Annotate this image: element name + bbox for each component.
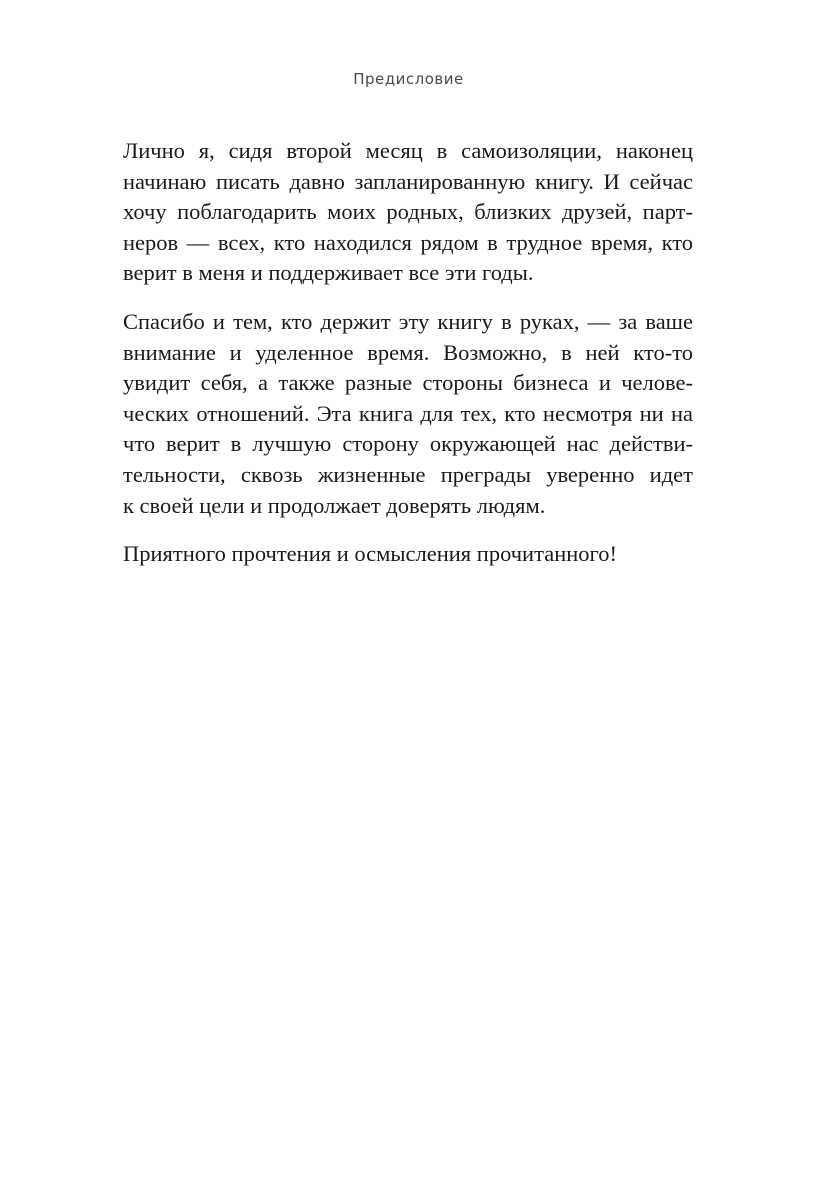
text-line: к своей цели и продолжает доверять людям. <box>123 492 546 518</box>
text-line: начинаю писать давно запланированную книгу. И сейчас <box>123 168 693 194</box>
text-line: хочу поблагодарить моих родных, близких друзей, парт- <box>123 199 693 225</box>
text-line: верит в меня и поддерживает все эти годы. <box>123 260 534 286</box>
text-line: что верит в лучшую сторону окружающей нас действи- <box>123 431 693 457</box>
text-line: неров — всех, кто находился рядом в трудное время, кто <box>123 229 693 255</box>
text-line: внимание и уделенное время. Возможно, в ней кто-то <box>123 339 693 365</box>
text-line: тельности, сквозь жизненные преграды уверенно идет <box>123 461 693 487</box>
paragraph-2 <box>123 307 693 521</box>
text-line: Лично я, сидя второй месяц в самоизоляции, наконец <box>123 138 693 163</box>
paragraph-1 <box>123 136 693 289</box>
paragraph-3 <box>123 539 693 570</box>
body-text <box>123 136 693 588</box>
text-line: ческих отношений. Эта книга для тех, кто несмотря ни на <box>123 400 693 426</box>
running-header: Предисловие <box>353 70 464 88</box>
text-line: Приятного прочтения и осмысления прочитанного! <box>123 541 617 567</box>
text-line: Спасибо и тем, кто держит эту книгу в руках, — за ваше <box>123 308 693 334</box>
text-line: увидит себя, а также разные стороны бизнеса и челове- <box>123 370 693 396</box>
